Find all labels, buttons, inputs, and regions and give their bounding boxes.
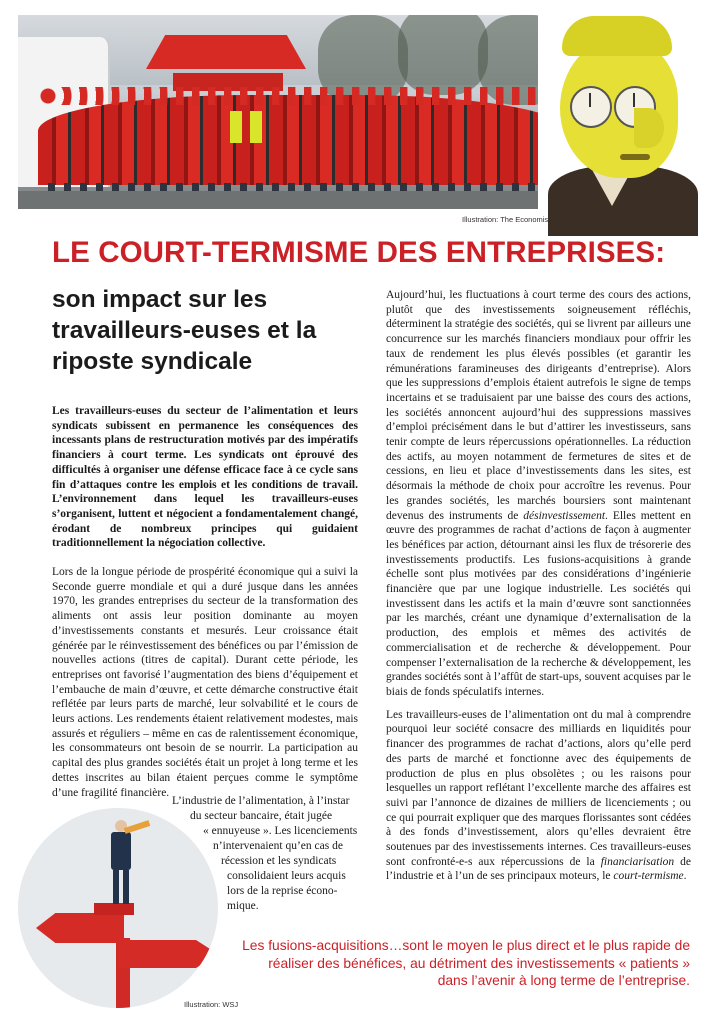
arrow-left-icon xyxy=(36,913,124,943)
right-paragraph-2: Les travailleurs-euses de l’alimentation ont du mal à comprendre pourquoi leur société consacre des milliards en liquidités pour financer des programmes de rachat d’actions, alors qu’elle perd des parts de marché et fonctionne avec des équipements de production de plus en plus obsolètes ; ou les raisons pour lesquelles un rapport reflétant l’excellente marche des affaires est suivi par l’annonce de dizaines de milliers de licenciements ; ou ce qui pourrait expliquer que des marques florissantes sont cédées à des fonds d’investissement, alors qu’elles devraient être soutenues par des investissements internes. Ces travailleurs-euses sont confronté-e-s aux répercussions de la financiarisation de l’industrie et à l’un de ses principaux moteurs, le court-termisme. xyxy=(386,708,692,883)
illustration-credit: Illustration: WSJ xyxy=(184,1000,239,1009)
protest-crowd xyxy=(38,95,568,185)
right-column xyxy=(386,288,691,884)
photo-credit: Illustration: The Economist xyxy=(462,215,551,224)
lead-paragraph: Les travailleurs-euses du secteur de l’alimentation et leurs syndicats subissent en permanence les conséquences des incessants plans de restructuration motivés par des impératifs financiers à court terme. Les syndicats ont éprouvé des difficultés à organiser une défense efficace face à ce cycle sans fin d’attaques contre les emplois et les conditions de travail. L’environnement dans lequel les travailleurs-euses s’organisent, luttent et négocient a fondamentalement changé, érodant de nombreux principes qui guidaient traditionnellement la négociation collective. xyxy=(52,405,358,550)
telescope-man-icon xyxy=(106,820,136,910)
wrap-line: lors de la reprise écono- xyxy=(227,885,338,897)
left-body-paragraph: Lors de la longue période de prospérité économique qui a suivi la Seconde guerre mondiale et qui a duré jusque dans les années 1970, les grandes entreprises du secteur de la transformation des aliments ont assis leur position dominante au moyen d’investissements constants et mesurés. Leur croissance était générée par le réinvestissement des bénéfices ou par l’émission de nouvelles actions (titres de capital). Durant cette période, les entreprises ont favorisé l’augmentation des biens d’équipement et l’embauche de main d’œuvre, et cette démarche constructive était reflétée par leurs parts de marché, leur solvabilité et le cours de leurs actions. Les rendements étaient relativement modestes, mais assurés et réguliers – même en cas de ralentissement économique, les consommateurs ont besoin de se nourrir. La participation au capital des plus grandes sociétés était un projet à long terme et les dettes inscrites au bilan étaient perçues comme le symptôme d’une fragilité financière. xyxy=(52,566,358,799)
article-subtitle: son impact sur les travailleurs-euses et la riposte syndicale xyxy=(52,286,317,375)
wrap-line: « ennuyeuse ». Les licenciements xyxy=(203,825,358,837)
union-tent xyxy=(146,35,306,69)
wrap-line: mique. xyxy=(227,900,259,912)
article-title: LE COURT-TERMISME DES ENTREPRISES: xyxy=(52,236,666,269)
arrow-right-icon xyxy=(118,940,218,968)
wrap-line: récession et les syndicats xyxy=(221,855,337,867)
pull-quote: Les fusions-acquisitions…sont le moyen le plus direct et le plus rapide de réaliser des bénéfices, au détriment des investissements « patients » dans l’avenir à long terme de l’entreprise. xyxy=(242,938,690,989)
signpost-illustration xyxy=(18,808,218,1008)
right-paragraph-1: Aujourd’hui, les fluctuations à court terme des cours des actions, plutôt que des investissements soigneusement réfléchis, déterminent la stratégie des sociétés, qui se livrent par ailleurs une concurrence sur les marchés financiers mondiaux pour offrir les taux de rendement les plus élevés possibles (et garantir les rémunérations faramineuses des dirigeants d’entreprise). Alors que les suppressions d’emplois étaient autrefois le signe de temps incertains et se traduisaient par une baisse des cours des actions, les sociétés annoncent aujourd’hui des suppressions massives d’emploi précisément dans le but d’attirer les investisseurs, sans tenir compte de leurs répercussions opérationnelles. La réduction des actifs, au moyen notamment de fermetures de sites et de cessions, en lieu et place d’investissements dans les sites, est désormais la méthode de choix pour accroître les revenus. Pour les grandes sociétés, les marchés boursiers sont maintenant devenus des instruments de désinvestissement. Elles mettent en œuvre des programmes de rachat d’actions de façon à augmenter les bénéfices par action, détournant ainsi les flux de trésorerie des investissements productifs. Les fusions-acquisitions à grande échelle sont plus motivées par des considérations d’ingénierie financière que par une logique industrielle. Les sociétés qui investissent dans les actifs et la main d’œuvre sont sanctionnées par les marchés, créant une dynamique d’externalisation de la production, des emplois et mêmes des activités de commercialisation et de recherche & développement. Pour compenser l’externalisation de la recherche & développement, les grandes sociétés sont à l’affût de start-ups, souvent acquises par le biais de fonds spéculatifs internes. xyxy=(386,289,692,698)
wrap-line: du secteur bancaire, était jugée xyxy=(190,810,333,822)
wrap-line: consolidaient leurs acquis xyxy=(227,870,346,882)
economist-caricature xyxy=(548,16,698,236)
wrap-line: n’intervenaient qu’en cas de xyxy=(213,840,343,852)
wrap-line: L’industrie de l’alimentation, à l’instar xyxy=(172,795,350,807)
